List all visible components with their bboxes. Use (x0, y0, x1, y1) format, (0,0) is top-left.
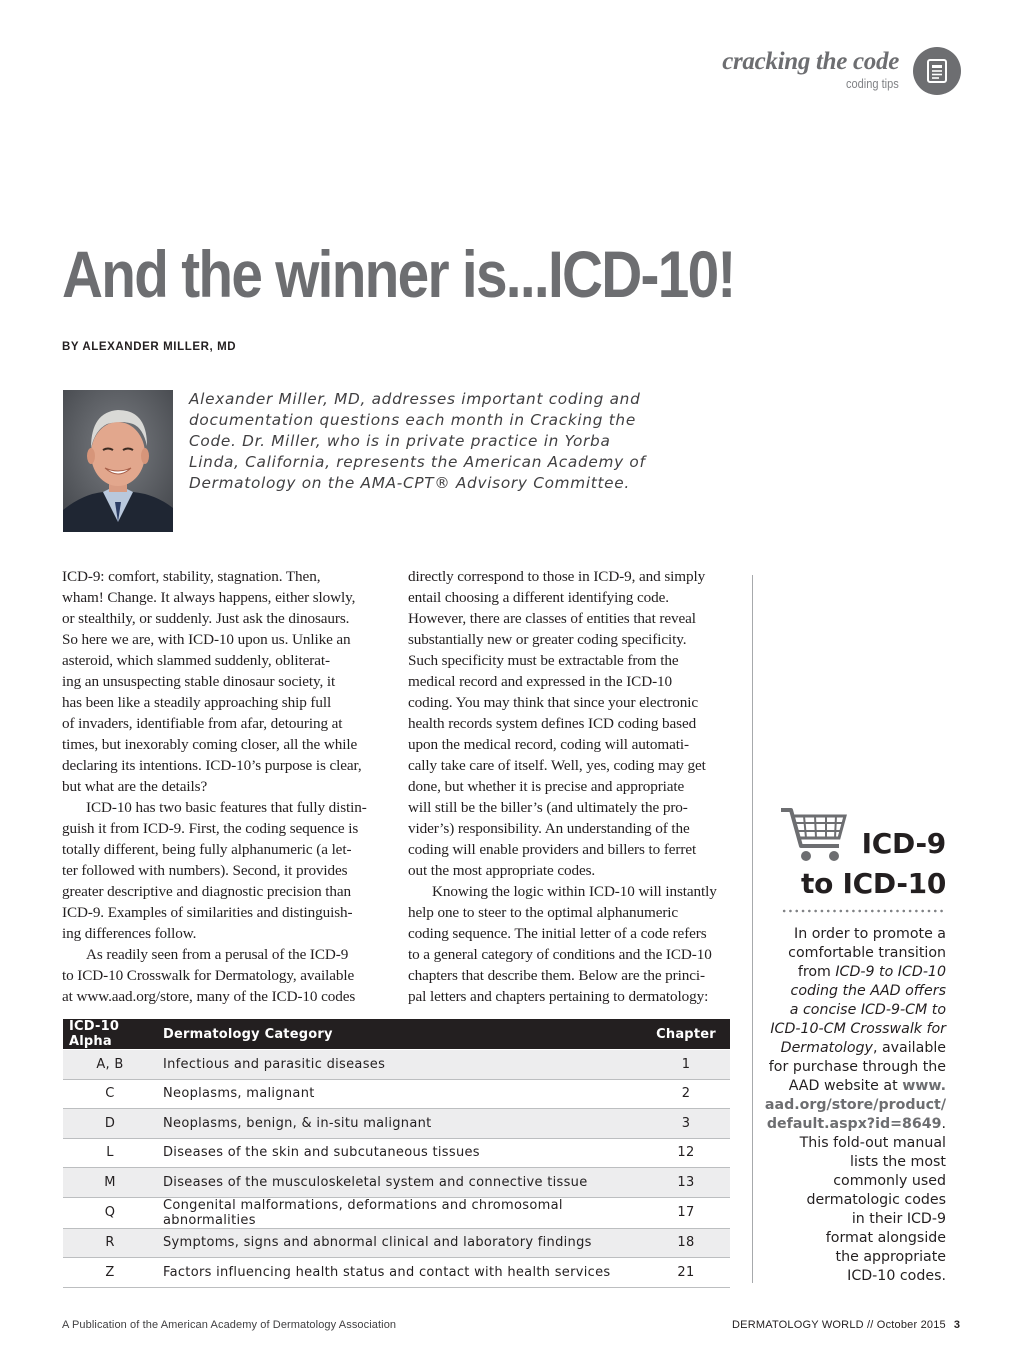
sidebar-text-line: AAD website at (788, 1078, 903, 1094)
body-text-line: ing differences follow. (62, 925, 197, 942)
section-header (722, 48, 899, 92)
cell-alpha: L (63, 1138, 157, 1168)
sidebar-title (790, 824, 946, 904)
cell-alpha: R (63, 1228, 157, 1258)
body-text-line: out the most appropriate codes. (408, 862, 596, 879)
table-row (63, 1168, 730, 1198)
sidebar-text-italic: ICD-9 to ICD-10 (835, 964, 946, 980)
sidebar-text-line: dermatologic codes (806, 1192, 946, 1208)
sidebar-title-line2: to ICD-10 (801, 867, 946, 900)
document-icon (913, 47, 961, 95)
body-text-line: Knowing the logic within ICD-10 will instantly (432, 883, 717, 900)
table-row (63, 1258, 730, 1288)
sidebar-text-line: lists the most (850, 1154, 946, 1170)
body-text-line: pal letters and chapters pertaining to dermatology: (408, 988, 709, 1005)
cell-chapter: 21 (642, 1258, 730, 1288)
body-text-line: cally take care of itself. Well, yes, coding may get (408, 757, 706, 774)
cell-category: Factors influencing health status and contact with health services (157, 1258, 642, 1288)
cell-alpha: M (63, 1168, 157, 1198)
header-chapter: Chapter (642, 1019, 730, 1050)
cell-category: Diseases of the skin and subcutaneous tissues (157, 1138, 642, 1168)
author-bio: Alexander Miller, MD, addresses important coding and documentation questions each month in Cracking the Code. Dr. Miller, who is in private practice in Yorba Linda, California, represents the American Academy of Dermatology on the AMA-CPT® Advisory Committee. (189, 390, 646, 492)
sidebar-text-italic: Dermatology (780, 1040, 873, 1056)
body-text-line: ing an unsuspecting stable dinosaur society, it (62, 673, 336, 690)
sidebar-text-line: commonly used (833, 1173, 946, 1189)
cell-chapter: 2 (642, 1079, 730, 1109)
body-text-line: upon the medical record, coding will automati- (408, 736, 689, 753)
body-text-line: vider’s) responsibility. An understanding of the (408, 820, 690, 837)
crosswalk-link[interactable]: default.aspx?id=8649 (766, 1116, 942, 1132)
cell-category: Infectious and parasitic diseases (157, 1050, 642, 1080)
body-text-line: to ICD-10 Crosswalk for Dermatology, available (62, 967, 355, 984)
sidebar-text-line: in their ICD-9 (851, 1211, 946, 1227)
cell-alpha: Z (63, 1258, 157, 1288)
body-text-line: ter followed with numbers). Second, it provides (62, 862, 348, 879)
column-divider (752, 575, 753, 1283)
body-text-line: has been like a steadily approaching ship full (62, 694, 332, 711)
body-text-line: coding will enable providers and billers to ferret (408, 841, 697, 858)
body-text-line: health records system defines ICD coding based (408, 715, 697, 732)
sidebar-text-line: from (797, 964, 836, 980)
cell-alpha: A, B (63, 1050, 157, 1080)
body-text-line: to a general category of conditions and the ICD-10 (408, 946, 712, 963)
magazine-issue: DERMATOLOGY WORLD // October 2015 (732, 1319, 946, 1331)
table-row (63, 1138, 730, 1168)
sidebar-text-line: format alongside (825, 1230, 946, 1246)
sidebar-text-line: This fold-out manual (799, 1135, 946, 1151)
body-text-line: substantially new or greater coding specificity. (408, 631, 687, 648)
body-text-line: done, but whether it is precise and appropriate (408, 778, 685, 795)
body-text-line: ICD-9. Examples of similarities and distinguish- (62, 904, 353, 921)
cell-category: Congenital malformations, deformations and chromosomal abnormalities (157, 1197, 642, 1228)
table-row (63, 1197, 730, 1228)
body-text-line: As readily seen from a perusal of the ICD-9 (86, 946, 349, 963)
cell-chapter: 3 (642, 1109, 730, 1139)
body-text-line: will still be the biller’s (and ultimately the pro- (408, 799, 688, 816)
body-column-1 (62, 566, 392, 1007)
section-subtitle: coding tips (846, 76, 899, 91)
crosswalk-link[interactable]: www. (902, 1078, 946, 1094)
body-text-line: However, there are classes of entities that reveal (408, 610, 696, 627)
body-text-line: medical record and expressed in the ICD-10 (408, 673, 673, 690)
body-text-line: or stealthily, or suddenly. Just ask the dinosaurs. (62, 610, 350, 627)
body-text-line: wham! Change. It always happens, either slowly, (62, 589, 356, 606)
sidebar-text-italic: coding the AAD offers (790, 983, 946, 999)
sidebar-text-line: for purchase through the (768, 1059, 946, 1075)
cell-alpha: C (63, 1079, 157, 1109)
header-category: Dermatology Category (157, 1019, 642, 1050)
cell-chapter: 12 (642, 1138, 730, 1168)
body-text-line: help one to steer to the optimal alphanumeric (408, 904, 679, 921)
crosswalk-link[interactable]: aad.org/store/product/ (764, 1097, 946, 1113)
body-text-line: of invaders, identifiable from afar, detouring at (62, 715, 343, 732)
sidebar-text (764, 925, 946, 1286)
dotted-divider (781, 909, 945, 913)
sidebar-title-line1: ICD-9 (861, 827, 946, 860)
body-text-line: chapters that describe them. Below are the princi- (408, 967, 705, 984)
section-title: cracking the code (722, 48, 899, 75)
body-text-line: times, but inexorably coming closer, all the while (62, 736, 358, 753)
body-text-line: ICD-10 has two basic features that fully distin- (86, 799, 367, 816)
sidebar-text-line: the appropriate (835, 1249, 946, 1265)
body-column-2 (408, 566, 738, 1007)
headline: And the winner is...ICD-10! (62, 237, 735, 311)
sidebar-text-line: ICD-10 codes. (847, 1268, 946, 1284)
cell-category: Neoplasms, malignant (157, 1079, 642, 1109)
cell-chapter: 17 (642, 1197, 730, 1228)
byline: BY ALEXANDER MILLER, MD (62, 341, 237, 353)
body-text-line: asteroid, which slammed suddenly, obliterat- (62, 652, 330, 669)
cell-alpha: Q (63, 1197, 157, 1228)
cell-category: Diseases of the musculoskeletal system and connective tissue (157, 1168, 642, 1198)
body-text-line: coding sequence. The initial letter of a code refers (408, 925, 707, 942)
body-text-line: entail choosing a different identifying code. (408, 589, 669, 606)
sidebar-text-line: comfortable transition (788, 945, 946, 961)
sidebar-text-italic: ICD-10-CM Crosswalk for (770, 1021, 946, 1037)
table-row (63, 1109, 730, 1139)
body-text-line: but what are the details? (62, 778, 208, 795)
body-text-line: coding. You may think that since your electronic (408, 694, 699, 711)
body-text-line: So here we are, with ICD-10 upon us. Unlike an (62, 631, 351, 648)
body-text-line: Such specificity must be extractable from the (408, 652, 679, 669)
page-number: 3 (953, 1319, 960, 1331)
body-text-line: declaring its intentions. ICD-10’s purpose is clear, (62, 757, 362, 774)
table-row (63, 1228, 730, 1258)
body-text-line: directly correspond to those in ICD-9, and simply (408, 568, 706, 585)
body-text-line: guish it from ICD-9. First, the coding sequence is (62, 820, 359, 837)
publication-credit: A Publication of the American Academy of Dermatology Association (62, 1319, 397, 1331)
sidebar-text-line: . (941, 1116, 946, 1132)
body-text-line: at www.aad.org/store, many of the ICD-10 codes (62, 988, 356, 1005)
table-header-row (63, 1019, 730, 1050)
cell-chapter: 18 (642, 1228, 730, 1258)
sidebar-text-line: , available (872, 1040, 946, 1056)
table-row (63, 1079, 730, 1109)
author-portrait (63, 390, 173, 532)
sidebar-text-line: In order to promote a (794, 926, 946, 942)
header-alpha: ICD-10 Alpha (63, 1019, 157, 1050)
cell-alpha: D (63, 1109, 157, 1139)
cell-category: Neoplasms, benign, & in-situ malignant (157, 1109, 642, 1139)
cell-chapter: 1 (642, 1050, 730, 1080)
table-row (63, 1050, 730, 1080)
body-text-line: ICD-9: comfort, stability, stagnation. Then, (62, 568, 321, 585)
page-footer (732, 1319, 960, 1331)
cell-chapter: 13 (642, 1168, 730, 1198)
icd10-chapter-table (63, 1019, 730, 1288)
sidebar-text-italic: a concise ICD-9-CM to (789, 1002, 946, 1018)
body-text-line: totally different, being fully alphanumeric (a let- (62, 841, 352, 858)
body-text-line: greater descriptive and diagnostic precision than (62, 883, 352, 900)
cell-category: Symptoms, signs and abnormal clinical and laboratory findings (157, 1228, 642, 1258)
